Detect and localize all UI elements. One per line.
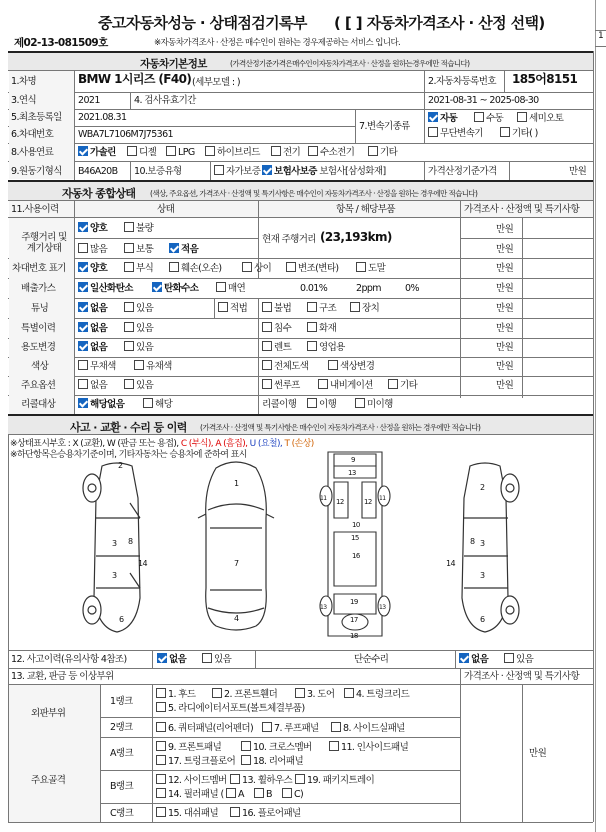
unit-won: 만원 [496, 283, 514, 294]
mileage-label: 주행거리 및 계기상태 [21, 232, 67, 254]
reg-number: 185어8151 [512, 72, 578, 86]
emission-hc-value: 2ppm [356, 283, 381, 294]
fuel-label: 8.사용연료 [11, 147, 54, 158]
recall-done: 이행 [307, 398, 336, 410]
checkbox-icon [307, 302, 317, 312]
checkbox-icon [262, 379, 272, 389]
option-sunroof: 썬루프 [262, 379, 300, 391]
svg-text:4: 4 [234, 614, 239, 623]
simple-repair-label: 단순수리 [354, 654, 389, 665]
trans-label: 7.변속기종류 [359, 121, 410, 132]
checkbox-icon [78, 302, 88, 312]
svg-text:8: 8 [470, 537, 475, 546]
special-history-label: 특별이력 [21, 323, 56, 334]
special-none: 없음 [78, 322, 107, 334]
fuel-hybrid: 하이브리드 [205, 146, 260, 158]
checkbox-icon [329, 741, 339, 751]
svg-text:13: 13 [379, 604, 386, 611]
tuning-exist: 있음 [124, 302, 153, 314]
part-front-fender: 2. 프론트휀더 [212, 688, 277, 700]
unit-won: 만원 [496, 263, 514, 274]
first-reg-value: 2021.08.31 [78, 112, 127, 123]
purpose-change-label: 용도변경 [21, 342, 56, 353]
checkbox-icon [156, 702, 166, 712]
checkbox-icon [262, 302, 272, 312]
engine-label: 9.원동기형식 [11, 166, 62, 177]
first-reg-label: 5.최초등록일 [11, 112, 62, 123]
rank-c-label: C랭크 [110, 808, 134, 819]
color-chromatic: 유채색 [134, 360, 172, 372]
checkbox-icon [152, 282, 162, 292]
svg-text:3: 3 [480, 571, 485, 580]
checkbox-icon [214, 165, 224, 175]
checkbox-icon [202, 653, 212, 663]
part-pillar-panel: 14. 필러패널 ( [156, 788, 224, 800]
checkbox-icon [212, 688, 222, 698]
fuel-lpg: LPG [166, 146, 195, 158]
checkbox-icon [156, 788, 166, 798]
svg-text:14: 14 [446, 559, 455, 568]
unit-won: 만원 [496, 224, 514, 235]
model-value: BMW 1시리즈 (F40) [78, 72, 192, 86]
checkbox-icon [328, 360, 338, 370]
checkbox-icon [156, 774, 166, 784]
basic-info-note: (가격산정기준가격은매수인이자동차가격조사 · 산정을 원하는경우에만 적습니다) [230, 59, 470, 68]
checkbox-icon [218, 302, 228, 312]
status-legend: ※상태표시부호 : X (교환), W (판금 또는 용접), C (부식), A (흠집), U (요철), T (손상) [10, 439, 314, 449]
rank-2-label: 2랭크 [110, 722, 133, 733]
checkbox-icon [428, 127, 438, 137]
checkbox-icon [350, 302, 360, 312]
checkbox-icon [124, 222, 134, 232]
svg-text:7: 7 [234, 559, 239, 568]
checkbox-icon [295, 688, 305, 698]
warranty-self: 자가보증 [214, 165, 260, 177]
svg-text:15: 15 [351, 534, 359, 542]
checkbox-icon [78, 360, 88, 370]
part-radiator-support: 5. 라디에이터서포트(볼트체결부품) [156, 702, 305, 714]
checkbox-icon [143, 398, 153, 408]
checkbox-icon [262, 165, 272, 175]
main-option-label: 주요옵션 [21, 380, 56, 391]
checkbox-icon [124, 379, 134, 389]
part-inside-panel: 11. 인사이드패널 [329, 741, 408, 753]
unit-won: 만원 [496, 244, 514, 255]
current-mileage-value: (23,193km) [320, 230, 392, 244]
checkbox-icon [78, 146, 88, 156]
vin-value: WBA7L7106M7J75361 [78, 129, 173, 140]
summary-note: (색상, 주요옵션, 가격조사 · 산정액 및 특기사항은 매수인이 자동차가격조사 · 산정을 원하는 경우에만 적습니다) [150, 189, 478, 198]
recall-not-done: 미이행 [355, 398, 393, 410]
checkbox-icon [254, 788, 264, 798]
part-trunk-lid: 4. 트렁크리드 [344, 688, 409, 700]
mileage-many: 많음 [78, 243, 107, 255]
mileage-few: 적음 [169, 243, 198, 255]
part-roof-panel: 7. 루프패널 [262, 722, 319, 734]
part-door: 3. 도어 [295, 688, 334, 700]
col-state: 상태 [157, 204, 175, 215]
checkbox-icon [262, 341, 272, 351]
checkbox-icon [242, 262, 252, 272]
year-value: 2021 [78, 95, 100, 106]
pillar-a: A [226, 788, 244, 800]
purpose-none: 없음 [78, 341, 107, 353]
svg-text:10: 10 [352, 521, 360, 529]
checkbox-icon [504, 653, 514, 663]
rank-a-label: A랭크 [110, 748, 134, 759]
insp-label: 4. 검사유효기간 [134, 95, 196, 106]
checkbox-icon [78, 322, 88, 332]
insp-value: 2021-08-31 ~ 2025-08-30 [428, 95, 539, 106]
model-label: 1.차명 [11, 76, 37, 87]
year-label: 3.연식 [11, 95, 37, 106]
legend-note: ※하단항목은승용차기준이며, 기타자동차는 승용차에 준하여 표시 [10, 450, 247, 460]
price-basis-label: 가격산정기준가격 [428, 166, 497, 177]
fuel-diesel: 디젤 [127, 146, 156, 158]
part-hood: 1. 후드 [156, 688, 195, 700]
svg-text:19: 19 [350, 598, 358, 606]
svg-text:9: 9 [351, 456, 355, 464]
checkbox-icon [517, 112, 527, 122]
option-exist: 있음 [124, 379, 153, 391]
summary-header: 자동차 종합상태 [62, 187, 136, 200]
svg-text:6: 6 [480, 615, 485, 624]
checkbox-icon [124, 243, 134, 253]
checkbox-icon [78, 398, 88, 408]
svg-text:16: 16 [352, 552, 360, 560]
checkbox-icon [262, 360, 272, 370]
price-option-title: ( [ ] 자동차가격조사 · 산정 선택) [334, 14, 545, 32]
checkbox-icon [78, 222, 88, 232]
engine-value: B46A20B [78, 166, 118, 177]
color-change: 색상변경 [328, 360, 374, 372]
rank-1-label: 1랭크 [110, 696, 133, 707]
model-sub: (세부모델 : ) [192, 77, 240, 88]
tuning-legal: 적법 [218, 302, 247, 314]
price-basis-unit: 만원 [569, 166, 587, 177]
meter-good: 양호 [78, 222, 107, 234]
checkbox-icon [226, 788, 236, 798]
recall-yes: 해당 [143, 398, 172, 410]
checkbox-icon [216, 282, 226, 292]
vin-mark-label: 차대번호 표기 [12, 263, 66, 274]
repair-none: 없음 [459, 653, 488, 665]
special-exist: 있음 [124, 322, 153, 334]
accident-header: 사고 · 교환 · 수리 등 이력 [70, 421, 187, 434]
unit-won: 만원 [496, 361, 514, 372]
vin-smear: 도말 [356, 262, 385, 274]
svg-text:2: 2 [118, 461, 123, 470]
checkbox-icon [230, 807, 240, 817]
checkbox-icon [156, 688, 166, 698]
vin-good: 양호 [78, 262, 107, 274]
checkbox-icon [307, 322, 317, 332]
checkbox-icon [241, 741, 251, 751]
checkbox-icon [282, 788, 292, 798]
checkbox-icon [331, 722, 341, 732]
purpose-exist: 있음 [124, 341, 153, 353]
checkbox-icon [78, 262, 88, 272]
abnormal-parts-label: 13. 교환, 판금 등 이상부위 [11, 671, 114, 682]
accident-history-label: 12. 사고이력(유의사항 4참조) [11, 654, 127, 665]
warranty-label: 10.보증유형 [134, 166, 182, 177]
checkbox-icon [124, 262, 134, 272]
checkbox-icon [271, 146, 281, 156]
meter-bad: 불량 [124, 222, 153, 234]
recall-none: 해당없음 [78, 398, 124, 410]
vin-corrosion: 부식 [124, 262, 153, 274]
emission-smoke-value: 0% [405, 283, 419, 294]
svg-text:11: 11 [320, 495, 327, 502]
basic-info-header: 자동차기본정보 [140, 58, 207, 70]
emission-co-value: 0.01% [300, 283, 328, 294]
car-frame-diagram [312, 446, 398, 642]
recall-label: 리콜대상 [21, 399, 56, 410]
svg-text:6: 6 [119, 615, 124, 624]
part-wheel-house: 13. 휠하우스 [230, 774, 292, 786]
car-top-view-diagram [196, 458, 276, 633]
checkbox-icon [156, 755, 166, 765]
checkbox-icon [474, 112, 484, 122]
svg-text:12: 12 [336, 498, 344, 506]
checkbox-icon [388, 379, 398, 389]
pillar-c: C) [282, 788, 303, 800]
tuning-illegal: 불법 [262, 302, 291, 314]
part-quarter-panel: 6. 쿼터패널(리어펜더) [156, 722, 253, 734]
part-package-tray: 19. 패키지트레이 [295, 774, 374, 786]
emission-co: 일산화탄소 [78, 282, 133, 294]
checkbox-icon [286, 262, 296, 272]
option-navigation: 내비게이션 [318, 379, 373, 391]
car-left-side-diagram [72, 458, 162, 638]
accident-exist: 있음 [202, 653, 231, 665]
mileage-normal: 보통 [124, 243, 153, 255]
unit-won: 만원 [496, 303, 514, 314]
emission-hc: 탄화수소 [152, 282, 198, 294]
checkbox-icon [307, 398, 317, 408]
trans-semi: 세미오토 [517, 112, 563, 124]
car-right-side-diagram [440, 458, 530, 638]
svg-text:8: 8 [128, 537, 133, 546]
col-usage-history: 11.사용이력 [11, 204, 59, 215]
trans-manual: 수동 [474, 112, 503, 124]
svg-text:12: 12 [364, 498, 372, 506]
svg-text:13: 13 [320, 604, 327, 611]
unit-won: 만원 [496, 323, 514, 334]
checkbox-icon [156, 741, 166, 751]
checkbox-icon [78, 379, 88, 389]
svg-text:11: 11 [379, 495, 386, 502]
col-price: 가격조사 · 산정액 및 특기사항 [464, 204, 580, 215]
fuel-gasoline: 가솔린 [78, 146, 116, 158]
trans-cvt: 무단변속기 [428, 127, 483, 139]
checkbox-icon [295, 774, 305, 784]
checkbox-icon [205, 146, 215, 156]
main-frame-label: 주요골격 [31, 775, 66, 786]
purpose-business: 영업용 [307, 341, 345, 353]
emission-label: 배출가스 [21, 283, 56, 294]
checkbox-icon [344, 688, 354, 698]
part-side-sill: 8. 사이드실패널 [331, 722, 405, 734]
checkbox-icon [124, 302, 134, 312]
vin-different: 상이 [242, 262, 271, 274]
checkbox-icon [307, 341, 317, 351]
fuel-electric: 전기 [271, 146, 300, 158]
svg-text:1: 1 [234, 479, 239, 488]
checkbox-icon [78, 341, 88, 351]
checkbox-icon [500, 127, 510, 137]
checkbox-icon [124, 341, 134, 351]
part-rear-panel: 18. 리어패널 [241, 755, 303, 767]
vin-damage: 훼손(오손) [169, 262, 222, 274]
repair-exist: 있음 [504, 653, 533, 665]
checkbox-icon [262, 722, 272, 732]
part-floor-panel: 16. 플로어패널 [230, 807, 301, 819]
accident-none: 없음 [157, 653, 186, 665]
vin-label: 6.차대번호 [11, 129, 54, 140]
purpose-rent: 렌트 [262, 341, 291, 353]
checkbox-icon [156, 722, 166, 732]
part-cross-member: 10. 크로스멤버 [241, 741, 312, 753]
checkbox-icon [156, 807, 166, 817]
current-mileage-label: 현재 주행거리 [262, 234, 316, 245]
svg-text:17: 17 [350, 616, 358, 624]
option-none: 없음 [78, 379, 107, 391]
side-page-mark: 1 [598, 31, 604, 41]
fuel-hydrogen: 수소전기 [308, 146, 354, 158]
svg-text:18: 18 [350, 632, 358, 640]
recall-done-label: 리콜이행 [262, 399, 297, 410]
checkbox-icon [157, 653, 167, 663]
doc-title: 중고자동차성능 · 상태점검기록부 [98, 14, 307, 32]
checkbox-icon [318, 379, 328, 389]
checkbox-icon [230, 774, 240, 784]
reg-label: 2.자동차등록번호 [428, 76, 496, 87]
abnormal-price-col: 가격조사 · 산정액 및 특기사항 [464, 671, 580, 682]
checkbox-icon [241, 755, 251, 765]
tuning-structure: 구조 [307, 302, 336, 314]
special-fire: 화재 [307, 322, 336, 334]
checkbox-icon [124, 322, 134, 332]
checkbox-icon [134, 360, 144, 370]
warranty-insurance: 보험사보증 보험사[삼성화재] [262, 165, 386, 177]
checkbox-icon [356, 262, 366, 272]
svg-text:13: 13 [348, 469, 356, 477]
col-part: 항목 / 해당부품 [336, 204, 395, 215]
trans-other: 기타( ) [500, 127, 538, 139]
checkbox-icon [127, 146, 137, 156]
tuning-none: 없음 [78, 302, 107, 314]
part-side-member: 12. 사이드멤버 [156, 774, 227, 786]
checkbox-icon [78, 243, 88, 253]
rank-b-label: B랭크 [110, 781, 134, 792]
part-dash-panel: 15. 대쉬패널 [156, 807, 218, 819]
color-label: 색상 [31, 361, 49, 372]
checkbox-icon [355, 398, 365, 408]
checkbox-icon [459, 653, 469, 663]
svg-text:14: 14 [138, 559, 147, 568]
accident-note: (가격조사 · 산정액 및 특기사항은 매수인이 자동차가격조사 · 산정을 원하는 경우에만 적습니다) [200, 423, 481, 432]
unit-won: 만원 [496, 342, 514, 353]
fuel-other: 기타 [368, 146, 397, 158]
checkbox-icon [166, 146, 176, 156]
part-front-panel: 9. 프론트패널 [156, 741, 221, 753]
special-flood: 침수 [262, 322, 291, 334]
part-trunk-floor: 17. 트렁크플로어 [156, 755, 235, 767]
emission-smoke: 매연 [216, 282, 245, 294]
option-other: 기타 [388, 379, 417, 391]
checkbox-icon [428, 112, 438, 122]
unit-won: 만원 [496, 380, 514, 391]
service-note: ※자동차가격조사 · 산정은 매수인이 원하는 경우제공하는 서비스 입니다. [154, 38, 401, 48]
svg-text:3: 3 [112, 571, 117, 580]
svg-text:3: 3 [480, 539, 485, 548]
tuning-device: 장치 [350, 302, 379, 314]
checkbox-icon [78, 282, 88, 292]
trans-auto: 자동 [428, 112, 457, 124]
checkbox-icon [262, 322, 272, 332]
document-number: 제02-13-081509호 [14, 37, 108, 49]
checkbox-icon [308, 146, 318, 156]
checkbox-icon [169, 262, 179, 272]
checkbox-icon [169, 243, 179, 253]
svg-text:2: 2 [480, 483, 485, 492]
checkbox-icon [368, 146, 378, 156]
svg-text:3: 3 [112, 539, 117, 548]
pillar-b: B [254, 788, 272, 800]
abnormal-unit: 만원 [529, 748, 547, 759]
outer-panel-label: 외판부위 [31, 708, 66, 719]
color-full-paint: 전체도색 [262, 360, 308, 372]
color-achromatic: 무채색 [78, 360, 116, 372]
vin-forged: 변조(변타) [286, 262, 339, 274]
tuning-label: 튜닝 [31, 303, 49, 314]
